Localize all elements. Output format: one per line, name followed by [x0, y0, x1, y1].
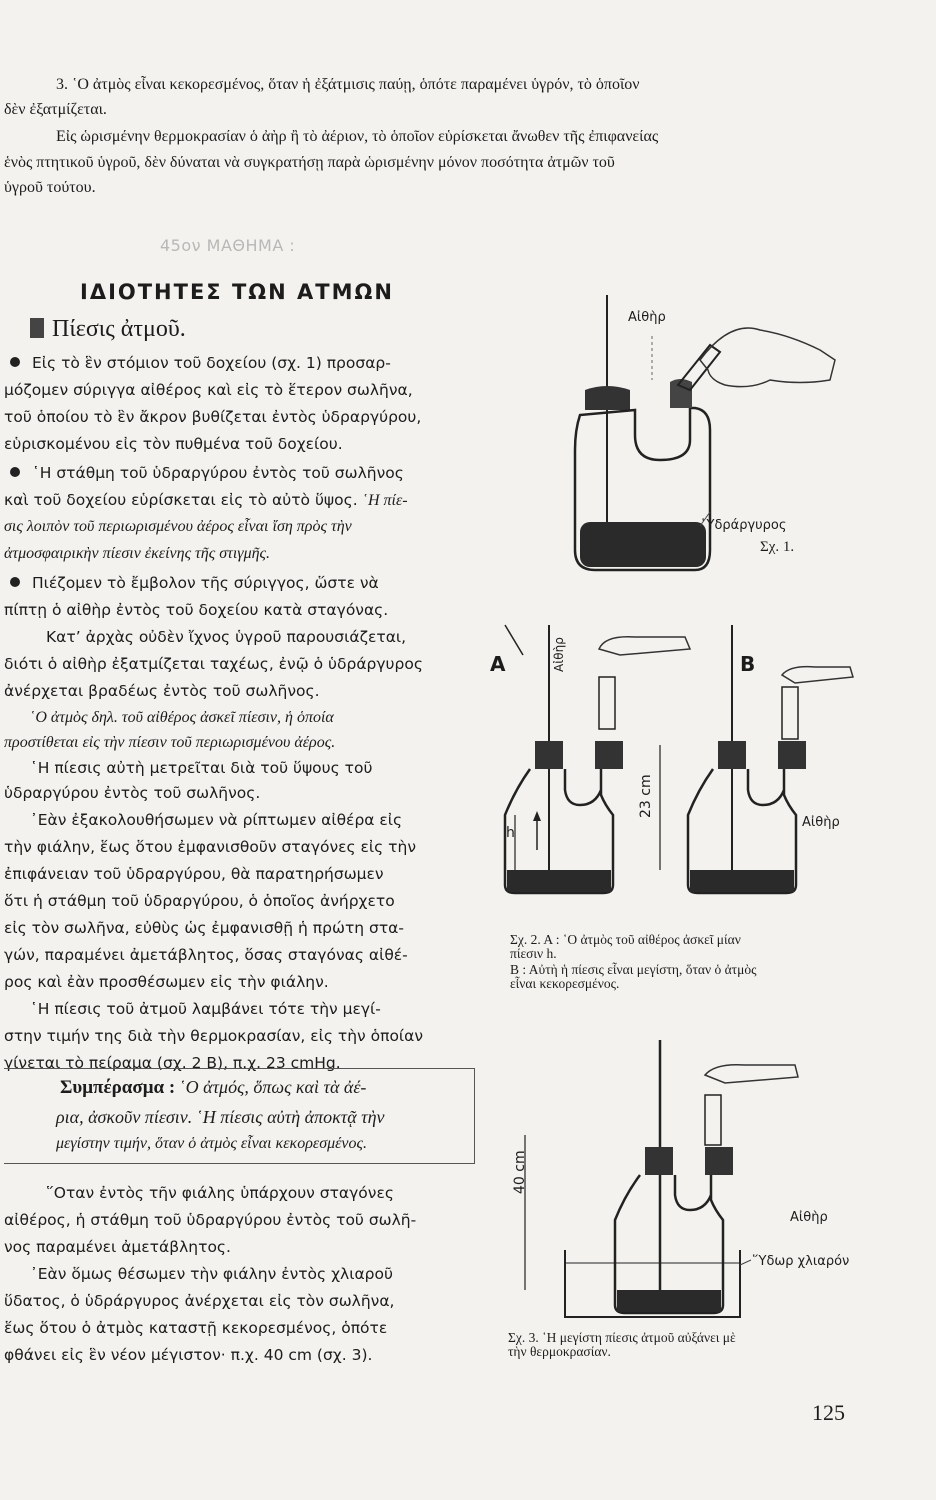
intro-line-2: δὲν ἐξατμίζεται.: [4, 101, 107, 118]
body-line: Κατ’ ἀρχὰς οὐδὲν ἴχνος ὑγροῦ παρουσιάζεται,: [46, 628, 407, 646]
body-line: ῾Η πίεσις τοῦ ἀτμοῦ λαμβάνει τότε τὴν μεγί-: [30, 1000, 381, 1018]
fig2-label-a: A: [490, 652, 506, 676]
body-line-italic: προστίθεται εἰς τὴν πίεσιν τοῦ περιωρισμένου ἀέρος.: [4, 734, 336, 751]
conclusion-box: [4, 1068, 475, 1164]
fig2-a-syringe: [599, 677, 615, 729]
body-line: εἰς τὸν σωλῆνα, εὐθὺς ὡς ἐμφανισθῇ ἡ πρώτη στα-: [4, 919, 404, 937]
fig2-label-b: B: [740, 652, 756, 676]
fig2-a-right-stopper: [595, 741, 623, 769]
section-marker: [30, 318, 44, 338]
fig2-label-ether-a: Αἰθὴρ: [552, 637, 566, 672]
fig1-caption: Σχ. 1.: [760, 539, 795, 555]
bullet-icon: [10, 467, 20, 477]
body-line: μόζομεν σύριγγα αἰθέρος καὶ εἰς τὸ ἕτερον σωλῆνα,: [4, 381, 413, 399]
body-line-italic: σις λοιπὸν τοῦ περιωρισμένου ἀέρος εἶναι ἴση πρὸς τὴν: [4, 518, 352, 535]
lesson-label: 45ον ΜΑΘΗΜΑ :: [160, 236, 296, 255]
section-heading: [30, 316, 186, 343]
mercury-pool: [580, 522, 706, 567]
fig1-label-mercury: ῾Υδράργυρος: [700, 518, 787, 533]
bullet-icon: [10, 357, 20, 367]
fig3-label-water: ῞Υδωρ χλιαρόν: [752, 1254, 850, 1269]
intro-line-1: 3. ῾Ο ἀτμὸς εἶναι κεκορεσμένος, ὅταν ἡ ἐξάτμισις παύῃ, ὁπότε παραμένει ὑγρόν, τὸ ὁποῖον: [56, 76, 640, 93]
conclusion-first-line: Συμπέρασμα : ῾Ο ἀτμός, ὅπως καὶ τὰ ἀέ-: [60, 1077, 367, 1098]
conclusion-label: Συμπέρασμα :: [60, 1077, 176, 1098]
fig3-caption-line: Σχ. 3. ῾Η μεγίστη πίεσις ἀτμοῦ αὐξάνει μὲ: [508, 1330, 736, 1345]
body-line: ρος καὶ ἐὰν προσθέσωμεν εἰς τὴν φιάλην.: [4, 973, 329, 991]
intro-line-4: ἑνὸς πτητικοῦ ὑγροῦ, δὲν δύναται νὰ συγκρατήσῃ παρὰ ὡρισμένην μόνον ποσότητα ἀτμῶν τοῦ: [4, 154, 615, 171]
fig2-b-mercury: [690, 870, 794, 892]
fig2-a-pointer: [505, 625, 523, 655]
body-line: νος παραμένει ἀμετάβλητος.: [4, 1238, 231, 1256]
body-line: Πιέζομεν τὸ ἔμβολον τῆς σύριγγος, ὥστε νὰ: [10, 570, 494, 596]
fig2-label-h: h: [506, 825, 515, 841]
fig3-syringe: [705, 1095, 721, 1145]
fig2-caption-line: εἶναι κεκορεσμένος.: [510, 976, 620, 991]
fig3-water-pointer: [740, 1260, 751, 1265]
fig2-label-23cm: 23 cm: [638, 774, 654, 818]
page-number: 125: [812, 1400, 845, 1425]
fig2-a-hand: [599, 637, 690, 655]
body-line: γίνεται τὸ πείραμα (σχ. 2 Β), π.χ. 23 cmHg.: [4, 1054, 341, 1072]
body-line: ῞Οταν ἐντὸς τῆν φιάλης ὑπάρχουν σταγόνες: [46, 1184, 394, 1202]
body-line: καὶ τοῦ δοχείου εὑρίσκεται εἰς τὸ αὐτὸ ὕψος. ῾Η πίε-: [4, 491, 408, 509]
body-line: πίπτῃ ὁ αἰθὴρ ἐντὸς τοῦ δοχείου κατὰ σταγόνας.: [4, 601, 389, 619]
page-title: ΙΔΙΟΤΗΤΕΣ ΤΩΝ ΑΤΜΩΝ: [80, 280, 394, 304]
body-line: ῾Η στάθμη τοῦ ὑδραργύρου ἐντὸς τοῦ σωλῆνος: [10, 460, 494, 486]
body-line: ὅτι ἡ στάθμη τοῦ ὑδραργύρου, ὁ ὁποῖος ἀνήρχετο: [4, 892, 395, 910]
body-line: ᾿Εὰν ἐξακολουθήσωμεν νὰ ρίπτωμεν αἰθέρα εἰς: [30, 811, 403, 829]
fig3-mercury: [617, 1290, 721, 1312]
fig2-up-arrow-head: [533, 811, 541, 821]
body-line: ὑδραργύρου ἐντὸς τοῦ σωλῆνος.: [4, 784, 261, 802]
fig2-caption-line: Σχ. 2. Α : ῾Ο ἀτμὸς τοῦ αἰθέρος ἀσκεῖ μίαν: [510, 932, 741, 947]
fig2-label-ether-b: Αἰθὴρ: [802, 815, 840, 830]
section-heading-text: Πίεσις ἀτμοῦ.: [52, 316, 186, 342]
fig2-b-hand: [782, 667, 853, 683]
figure-2-illustration: [495, 615, 855, 915]
intro-line-5: ὑγροῦ τούτου.: [4, 179, 96, 196]
body-line: Εἰς τὸ ἓν στόμιον τοῦ δοχείου (σχ. 1) προσαρ-: [10, 350, 494, 376]
fig2-caption-line: Β : Αὐτὴ ἡ πίεσις εἶναι μεγίστη, ὅταν ὁ ἀτμὸς: [510, 962, 757, 977]
body-line: ὕδατος, ὁ ὑδράργυρος ἀνέρχεται εἰς τὸν σωλῆνα,: [4, 1292, 395, 1310]
body-line: ῾Η πίεσις αὐτὴ μετρεῖται διὰ τοῦ ὕψους τοῦ: [30, 759, 373, 777]
body-line: αἰθέρος, ἡ στάθμη τοῦ ὑδραργύρου ἐντὸς τοῦ σωλῆ-: [4, 1211, 417, 1229]
fig3-hand: [705, 1065, 798, 1083]
hand-sketch: [700, 328, 835, 387]
body-line: στην τιμήν της διὰ τὴν θερμοκρασίαν, εἰς τὴν ὁποίαν: [4, 1027, 424, 1045]
fig3-label-ether: Αἰθὴρ: [790, 1210, 828, 1225]
syringe-stopper: [670, 379, 692, 408]
body-line: τοῦ ὁποίου τὸ ἓν ἄκρον βυθίζεται ἐντὸς ὑδραργύρου,: [4, 408, 422, 426]
body-line-italic: ἀτμοσφαιρικὴν πίεσιν ἐκείνης τῆς στιγμῆς.: [4, 545, 271, 562]
figure-1-illustration: [560, 290, 850, 590]
body-line: ᾿Εὰν ὅμως θέσωμεν τὴν φιάλην ἐντὸς χλιαροῦ: [30, 1265, 393, 1283]
conclusion-line: ρια, ἀσκοῦν πίεσιν. ῾Η πίεσις αὐτὴ ἀποκτᾷ τὴν: [56, 1107, 385, 1127]
fig3-label-40cm: 40 cm: [512, 1150, 528, 1194]
fig1-label-ether: Αἰθὴρ: [628, 310, 666, 325]
fig2-a-left-stopper: [535, 741, 563, 769]
fig2-b-right-stopper: [778, 741, 806, 769]
body-line: φθάνει εἰς ἓν νέον μέγιστον· π.χ. 40 cm (σχ. 3).: [4, 1346, 373, 1364]
conclusion-line: μεγίστην τιμήν, ὅταν ὁ ἀτμὸς εἶναι κεκορεσμένος.: [56, 1135, 368, 1152]
body-line: διότι ὁ αἰθὴρ ἐξατμίζεται ταχέως, ἐνῷ ὁ ὑδράργυρος: [4, 655, 423, 673]
body-line: τὴν φιάλην, ἕως ὅτου ἐμφανισθοῦν σταγόνες εἰς τὴν: [4, 838, 416, 856]
figure-3-illustration: [515, 1035, 845, 1335]
fig2-a-mercury: [507, 870, 611, 892]
body-line: γών, παραμένει ἀμετάβλητος, ὅσας σταγόνας αἰθέ-: [4, 946, 408, 964]
body-line: ἐπιφάνειαν τοῦ ὑδραργύρου, θὰ παρατηρήσωμεν: [4, 865, 384, 883]
intro-line-3: Εἰς ὡρισμένην θερμοκρασίαν ὁ ἀὴρ ἢ τὸ ἀέριον, τὸ ὁποῖον εὑρίσκεται ἄνωθεν τῆς ἐπιφανείας: [56, 128, 659, 145]
body-line: ἀνέρχεται βραδέως ἐντὸς τοῦ σωλῆνος.: [4, 682, 320, 700]
body-line-italic: ῾Ο ἀτμὸς δηλ. τοῦ αἰθέρος ἀσκεῖ πίεσιν, ἡ ὁποία: [30, 709, 334, 726]
fig3-right-stopper: [705, 1147, 733, 1175]
fig3-caption-line: τὴν θερμοκρασίαν.: [508, 1344, 611, 1359]
bullet-icon: [10, 577, 20, 587]
left-stopper: [585, 386, 630, 410]
fig2-caption-line: πίεσιν h.: [510, 946, 557, 961]
body-line: εὑρισκομένου εἰς τὸν πυθμένα τοῦ δοχείου.: [4, 435, 343, 453]
fig3-left-stopper: [645, 1147, 673, 1175]
body-line: ἕως ὅτου ὁ ἀτμὸς καταστῇ κεκορεσμένος, ὁπότε: [4, 1319, 388, 1337]
fig2-b-syringe: [782, 687, 798, 739]
fig2-b-left-stopper: [718, 741, 746, 769]
